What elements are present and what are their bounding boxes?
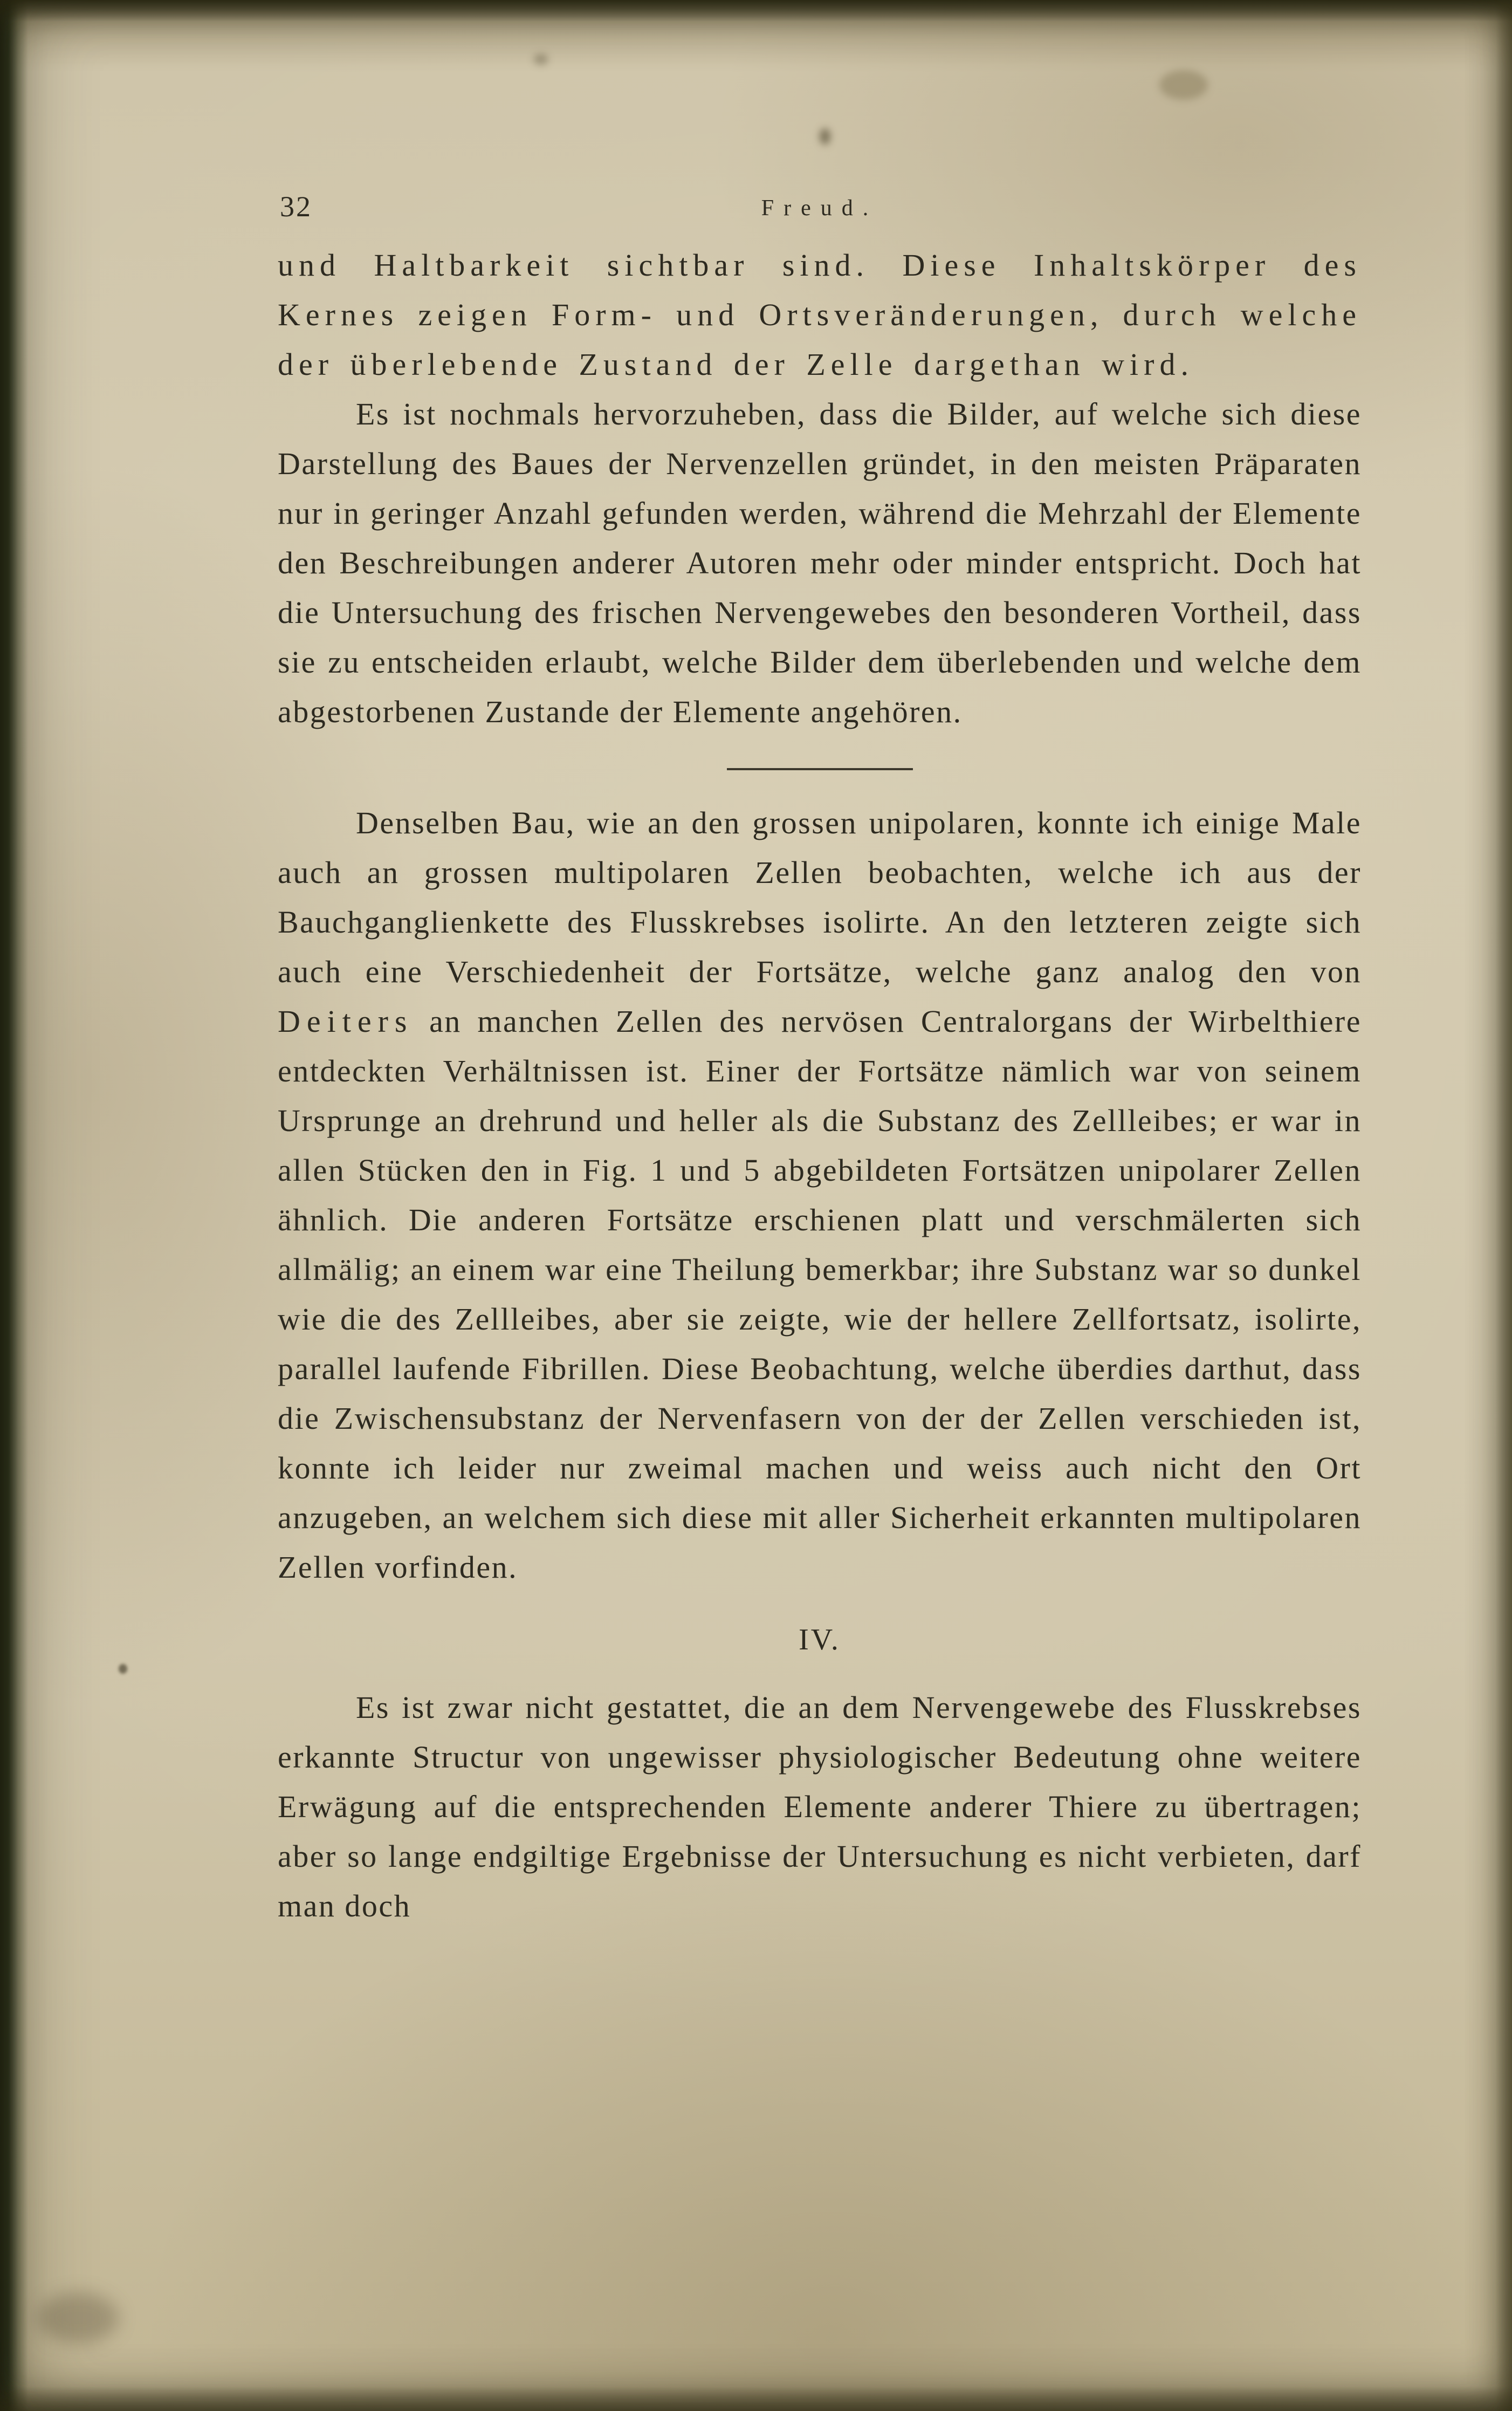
author-name-deiters: Deiters [278,1004,414,1039]
right-edge-shadow [1496,0,1512,2411]
paragraph-continuation: und Haltbarkeit sichtbar sind. Diese Inhaltskörper des Kernes zeigen Form- und Ortsveränderungen, durch welche der überlebende Zustand der Zelle dargethan wird. [278,248,1362,382]
top-edge-shadow [0,0,1512,22]
paragraph-text: an manchen Zellen des nervösen Centralorgans der Wirbelthiere entdeckten Verhältnissen ist. Einer der Fortsätze nämlich war von seinem Ursprunge an drehrund und heller als die Substanz des Zellleibes; er war in allen Stücken den in Fig. 1 und 5 abgebildeten Fortsätzen unipolarer Zellen ähnlich. Die anderen Fortsätze erschienen platt und verschmälerten sich allmälig; an einem war eine Theilung bemerkbar; ihre Substanz war so dunkel wie die des Zellleibes, aber sie zeigte, wie der hellere Zellfortsatz, isolirte, parallel laufende Fibrillen. Diese Beobachtung, welche überdies darthut, dass die Zwischensubstanz der Nervenfasern von der der Zellen verschieden ist, konnte ich leider nur zweimal machen und weiss auch nicht den Ort anzugeben, an welchem sich diese mit aller Sicherheit erkannten multipolaren Zellen vorfinden. [278,1004,1362,1585]
body-text [278,241,1362,1931]
paper-stain [38,2292,119,2344]
running-header: Freud. [761,196,878,221]
paper-stain [820,128,830,145]
paper-stain [119,1664,127,1674]
page-number: 32 [280,190,312,223]
paper-stain [534,54,548,65]
paper-stain [1159,70,1208,100]
section-divider-rule [727,768,913,770]
paragraph: Es ist nochmals hervorzuheben, dass die Bilder, auf welche sich diese Darstellung des Baues der Nervenzellen gründet, in den meisten Präparaten nur in geringer Anzahl gefunden werden, während die Mehrzahl der Elemente den Beschreibungen anderer Autoren mehr oder minder entspricht. Doch hat die Untersuchung des frischen Nervengewebes den besonderen Vortheil, dass sie zu entscheiden erlaubt, welche Bilder dem überlebenden und welche dem abgestorbenen Zustande der Elemente angehören. [278,396,1362,729]
paragraph [278,798,1362,1592]
section-heading: IV. [799,1623,841,1656]
text-block [278,189,1362,1931]
paragraph: Es ist zwar nicht gestattet, die an dem Nervengewebe des Flusskrebses erkannte Structur von ungewisser physiologischer Bedeutung ohne weitere Erwägung auf die entsprechenden Elemente anderer Thiere zu übertragen; aber so lange endgiltige Ergebnisse der Untersuchung es nicht verbieten, darf man doch [278,1690,1362,1923]
binding-shadow [0,0,28,2411]
page-header [278,189,1362,241]
bottom-edge-shadow [0,2386,1512,2411]
paragraph-text: Denselben Bau, wie an den grossen unipolaren, konnte ich einige Male auch an grossen multipolaren Zellen beobachten, welche ich aus der Bauchganglienkette des Flusskrebses isolirte. An den letzteren zeigte sich auch eine Verschiedenheit der Fortsätze, welche ganz analog den von [278,805,1362,989]
